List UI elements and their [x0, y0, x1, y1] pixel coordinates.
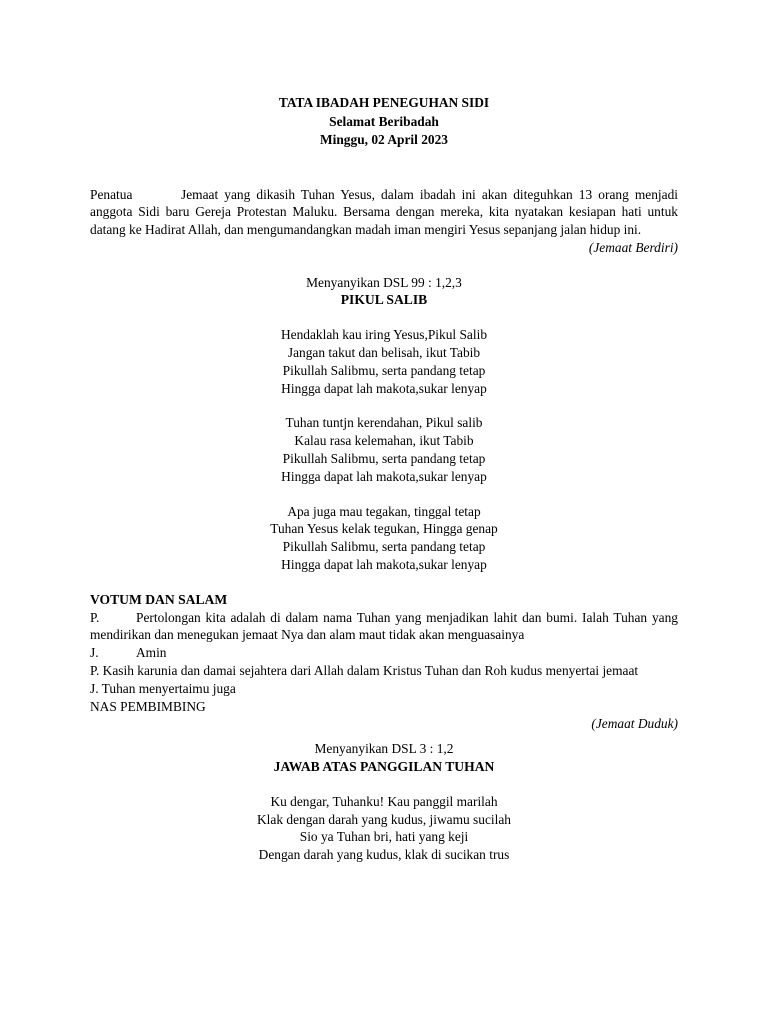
song1-stanza-2 — [90, 414, 678, 485]
lyric-line: Klak dengan darah yang kudus, jiwamu sucilah — [257, 811, 511, 827]
lyric-line: Hingga dapat lah makota,sukar lenyap — [281, 468, 487, 484]
lyric-line: Pikullah Salibmu, serta pandang tetap — [282, 362, 486, 378]
votum-j2: J. Tuhan menyertaimu juga — [90, 680, 236, 696]
song1-label: Menyanyikan DSL 99 : 1,2,3 — [306, 274, 462, 290]
votum-j1-text: Amin — [136, 645, 167, 661]
lyric-line: Hingga dapat lah makota,sukar lenyap — [281, 557, 487, 573]
lyric-line: Sio ya Tuhan bri, hati yang keji — [299, 829, 469, 845]
intro-speaker: Penatua — [90, 186, 133, 202]
lyric-line: Hendaklah kau iring Yesus,Pikul Salib — [280, 327, 488, 343]
intro-instruction: (Jemaat Berdiri) — [588, 239, 678, 255]
votum-instruction: (Jemaat Duduk) — [591, 716, 678, 732]
lyric-line: Tuhan Yesus kelak tegukan, Hingga genap — [270, 521, 498, 537]
lyric-line: Tuhan tuntjn kerendahan, Pikul salib — [285, 415, 483, 431]
votum-p1-speaker: P. — [90, 609, 100, 625]
lyric-line: Apa juga mau tegakan, tinggal tetap — [287, 503, 481, 519]
votum-j1-speaker: J. — [90, 645, 99, 661]
lyric-line: Pikullah Salibmu, serta pandang tetap — [282, 451, 486, 467]
document-subtitle: Selamat Beribadah — [329, 113, 439, 129]
votum-p1-text: Pertolongan kita adalah di dalam nama Tuhan yang menjadikan lahit dan bumi. Ialah Tuhan yang mendirikan dan menegukan jemaat Nya dan alam maut tidak akan menguasainya — [90, 609, 678, 643]
lyric-line: Hingga dapat lah makota,sukar lenyap — [281, 380, 487, 396]
lyric-line: Ku dengar, Tuhanku! Kau panggil marilah — [270, 793, 498, 809]
votum-p1 — [90, 609, 678, 645]
lyric-line: Kalau rasa kelemahan, ikut Tabib — [294, 433, 474, 449]
document-header — [90, 94, 678, 150]
votum-heading: VOTUM DAN SALAM — [90, 591, 228, 607]
document-date: Minggu, 02 April 2023 — [320, 132, 448, 147]
song2-label: Menyanyikan DSL 3 : 1,2 — [314, 741, 454, 757]
intro-text: Jemaat yang dikasih Tuhan Yesus, dalam ibadah ini akan diteguhkan 13 orang menjadi anggota Sidi baru Gereja Protestan Maluku. Bersama dengan mereka, kita nyatakan kesiapan hati untuk datang ke Hadirat Allah, dan mengumandangkan madah iman mengiri Yesus sepanjang jalan hidup ini. — [90, 186, 678, 238]
lyric-line: Dengan darah yang kudus, klak di sucikan trus — [258, 847, 510, 863]
votum-j1 — [90, 644, 678, 662]
song1-title: PIKUL SALIB — [340, 292, 428, 308]
lyric-line: Pikullah Salibmu, serta pandang tetap — [282, 539, 486, 555]
lyric-line: Jangan takut dan belisah, ikut Tabib — [287, 345, 481, 361]
song2-title: JAWAB ATAS PANGGILAN TUHAN — [273, 759, 495, 775]
song2-stanza-1 — [90, 793, 678, 864]
votum-p2: P. Kasih karunia dan damai sejahtera dari Allah dalam Kristus Tuhan dan Roh kudus menyertai jemaat — [90, 663, 639, 679]
nas-pembimbing: NAS PEMBIMBING — [90, 698, 206, 714]
song1-stanza-1 — [90, 326, 678, 397]
document-page — [90, 94, 678, 864]
song1-stanza-3 — [90, 503, 678, 574]
intro-paragraph — [90, 186, 678, 239]
document-title: TATA IBADAH PENEGUHAN SIDI — [278, 95, 490, 110]
